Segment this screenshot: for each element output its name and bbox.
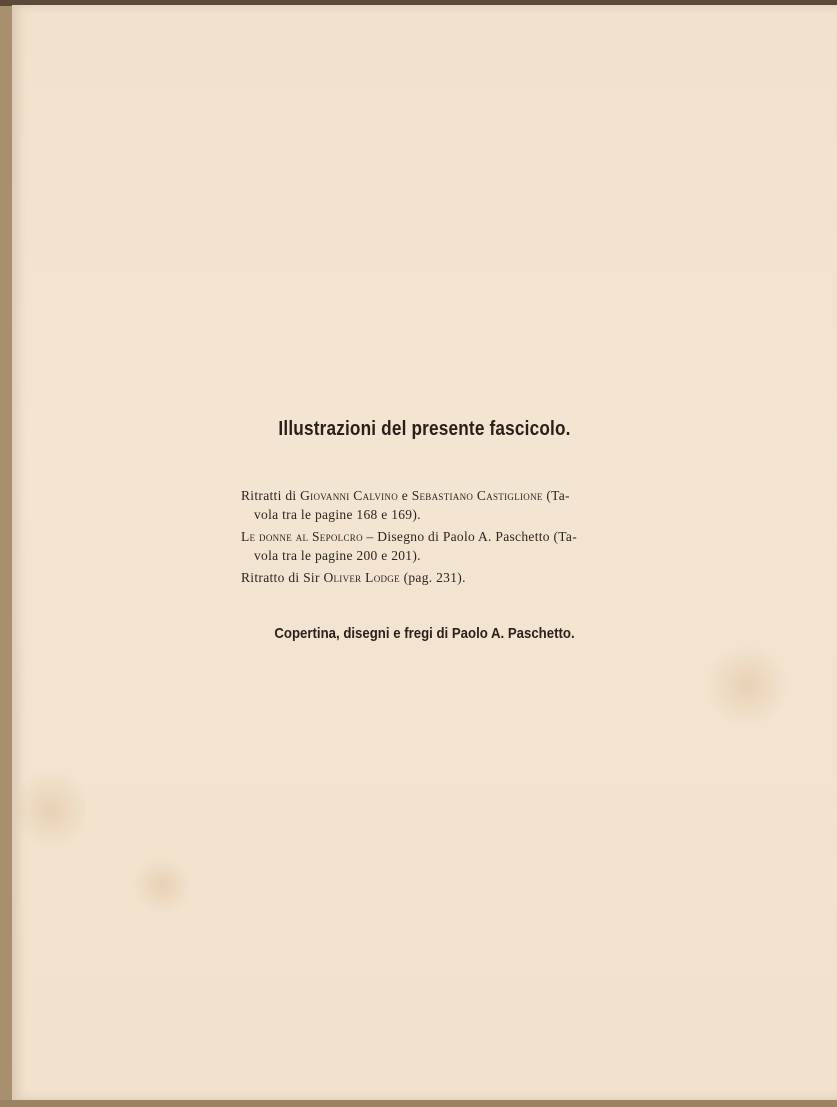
item-name: Giovanni Calvino [300,488,399,503]
list-item [241,569,637,588]
list-item-line [241,528,637,547]
item-text: Ritratti di [241,488,301,503]
paper-stain [16,765,86,855]
item-name: Sebastiano Castiglione [411,488,543,503]
illustration-list [241,487,637,592]
page-bottom-edge [0,1100,837,1107]
list-item [241,528,637,565]
item-text: Ritratto di Sir [241,570,324,585]
item-text: – Disegno di Paolo A. Paschetto (Ta- [362,529,578,544]
cover-credit: Copertina, disegni e fregi di Paolo A. Paschetto. [274,625,575,642]
list-item-line [241,487,637,506]
item-text: (pag. 231). [399,570,466,585]
item-text: (Ta- [542,488,570,503]
list-item-continuation: vola tra le pagine 200 e 201). [254,547,421,563]
list-item [241,487,637,524]
item-name: Oliver Lodge [323,570,400,585]
list-item-continuation: vola tra le pagine 168 e 169). [254,506,421,522]
paper-stain [702,645,792,725]
list-item-line [241,569,637,588]
item-text: e [398,488,412,503]
paper-stain [132,855,192,915]
paper-sheet [12,5,837,1100]
item-name: Le donne al Sepolcro [241,529,363,544]
page-heading: Illustrazioni del presente fascicolo. [278,418,571,440]
